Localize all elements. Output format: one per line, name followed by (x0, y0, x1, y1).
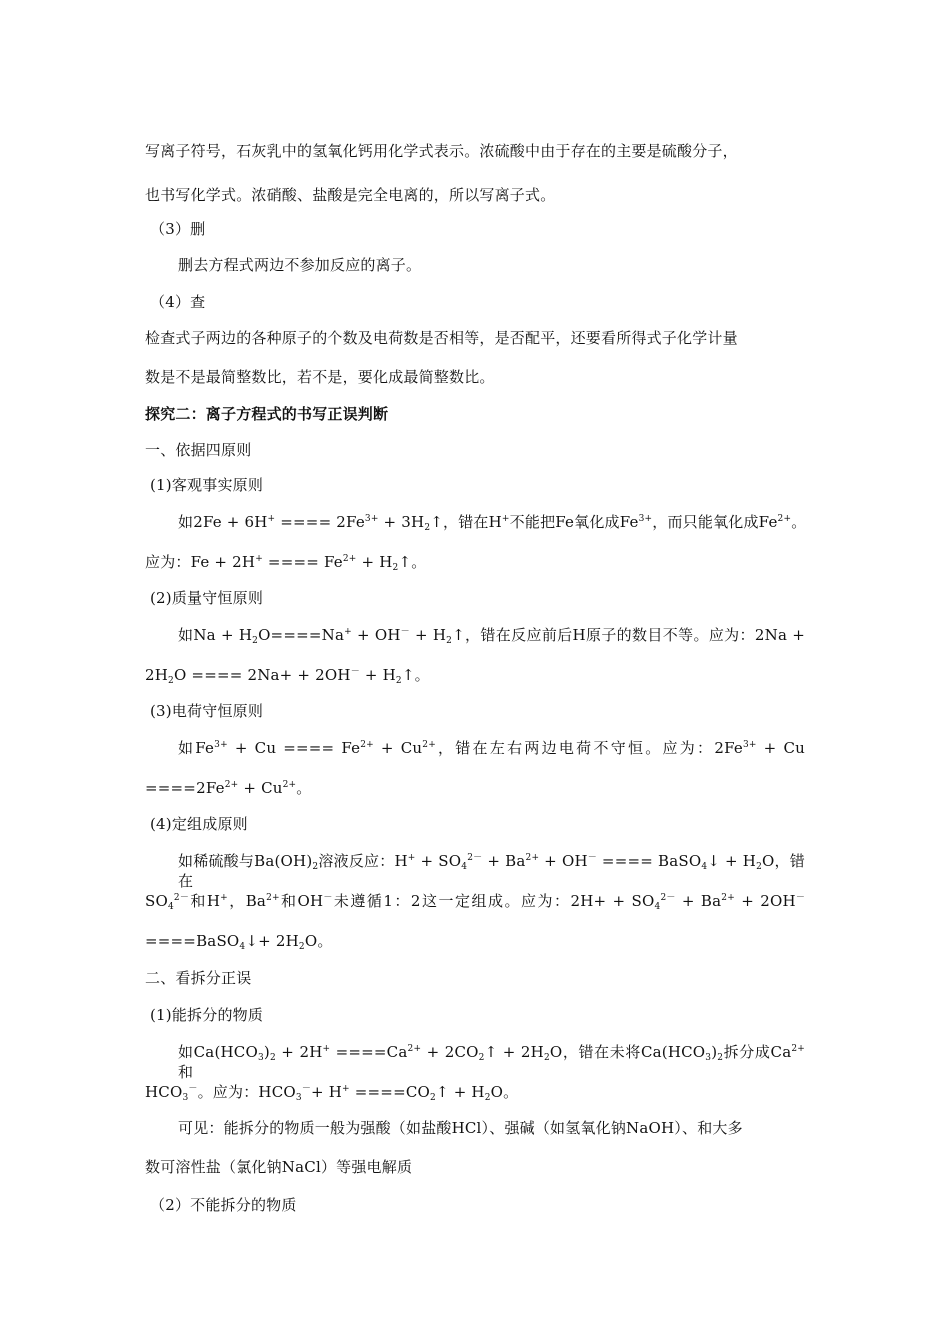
paragraph-line: 也书写化学式。浓硝酸、盐酸是完全电离的，所以写离子式。 (145, 186, 556, 204)
section-heading: 探究二：离子方程式的书写正误判断 (145, 405, 389, 423)
paragraph-line: 数可溶性盐（氯化钠NaCl）等强电解质 (145, 1158, 413, 1176)
principle-heading: （2）不能拆分的物质 (150, 1196, 297, 1214)
equation-line: ====BaSO$_4$↓+ $2H_2O$。 (145, 932, 333, 952)
principle-heading: (4)定组成原则 (150, 815, 248, 833)
principle-heading: (1)能拆分的物质 (150, 1006, 264, 1024)
equation-line: 应为：Fe + 2H+ ==== $Fe^{2+}$ + $H_2↑$。 (145, 553, 427, 573)
equation-line: 如2Fe + 6H+ ==== $2Fe^{3+}$ + $3H_2↑$，错在H+不能把Fe氧化成$Fe^{3+}$，而只能氧化成$Fe^{2+}$。 (178, 513, 807, 533)
step-heading: （3）删 (150, 220, 206, 238)
equation-line: 如稀硫酸与$Ba(OH)_2$溶液反应：$H^+ + SO_4^{2-} + Ba^{2+} + OH^-$ ==== BaSO$_4$↓ + $H_2O$，错在 (178, 852, 805, 890)
equation-line: 如$Fe^{3+} + Cu$ ==== $Fe^{2+} + Cu^{2+}$，错在左右两边电荷不守恒。应为：$2Fe^{3+} + Cu$ (178, 739, 805, 757)
equation-line: $SO_4^{2-}$和H+，$Ba^{2+}$和OH－未遵循1：2这一定组成。应为：$2H+ + SO_4^{2-} + Ba^{2+} + 2OH^-$ (145, 892, 806, 912)
equation-line: 如$Ca(HCO_3)_2 + 2H^+ ====Ca^{2+}$ + $2CO_2↑ + 2H_2O$，错在未将$Ca(HCO_3)_2$拆分成$Ca^{2+}$ 和 (178, 1043, 806, 1081)
equation-line: 如$Na + H_2O====Na^+ + OH^-$ + $H_2↑$，错在反应前后H原子的数目不等。应为：2Na + (178, 626, 805, 646)
paragraph-line: 删去方程式两边不参加反应的离子。 (178, 256, 422, 274)
equation-line: $====2Fe^{2+} + Cu^{2+}$。 (145, 779, 312, 797)
subsection-heading: 一、依据四原则 (145, 441, 252, 459)
paragraph-line: 检查式子两边的各种原子的个数及电荷数是否相等，是否配平，还要看所得式子化学计量 (145, 329, 738, 347)
subsection-heading: 二、看拆分正误 (145, 969, 252, 987)
paragraph-line: 写离子符号，石灰乳中的氢氧化钙用化学式表示。浓硫酸中由于存在的主要是硫酸分子， (145, 142, 738, 160)
step-heading: （4）查 (150, 293, 206, 311)
paragraph-line: 数是不是最简整数比，若不是，要化成最简整数比。 (145, 368, 495, 386)
principle-heading: (2)质量守恒原则 (150, 589, 264, 607)
equation-line: $2H_2O$ ==== $2Na+ + 2OH^- + H_2↑$。 (145, 666, 430, 686)
equation-line: $HCO_3^-$。应为：$HCO_3^-+ H^+$ $====CO_2↑ + H_2O$。 (145, 1083, 519, 1103)
paragraph-line: 可见：能拆分的物质一般为强酸（如盐酸HCl）、强碱（如氢氧化钠NaOH）、和大多 (178, 1119, 743, 1137)
principle-heading: (1)客观事实原则 (150, 476, 264, 494)
principle-heading: (3)电荷守恒原则 (150, 702, 264, 720)
